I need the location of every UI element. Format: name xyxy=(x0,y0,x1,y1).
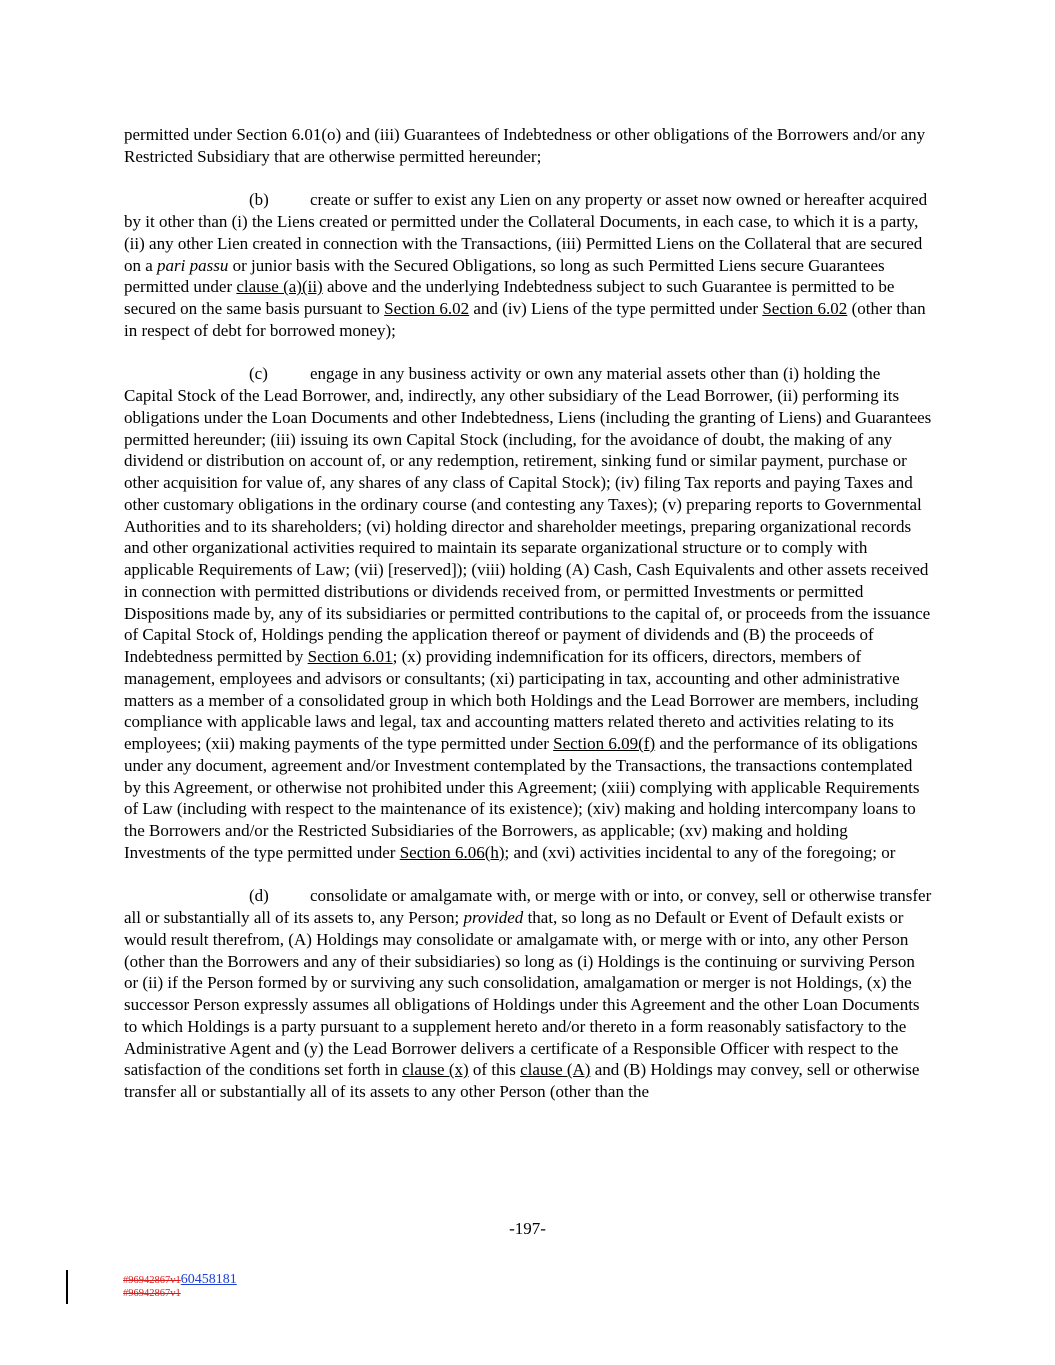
cross-reference: Section 6.09(f) xyxy=(553,734,656,753)
cross-reference: Section 6.01 xyxy=(307,647,393,666)
cross-reference: Section 6.06(h) xyxy=(399,842,505,862)
doc-id-line-2 xyxy=(123,1287,237,1300)
cross-reference: clause (x) xyxy=(402,1060,469,1080)
clause-c xyxy=(124,363,932,863)
cross-reference: clause (A) xyxy=(520,1060,591,1080)
clause-label: (b) xyxy=(249,190,269,210)
clause-text: ; (x) providing indemnification for its officers, directors, members of management, employees and advisors or consultants; (xi) participating in tax, accounting and other administrative matters as a member of a consolidated group in which both Holdings and the Lead Borrower are members, including compliance with applicable laws and legal, tax and accounting matters related thereto and activities relating to its employees; (xii) making payments of the type permitted under xyxy=(124,647,919,753)
paragraph-continuation xyxy=(124,124,932,168)
document-id-footer xyxy=(123,1273,237,1300)
cross-reference: Section 6.02 xyxy=(384,299,470,318)
clause-b xyxy=(124,189,932,341)
clause-text: and the performance of its obligations under any document, agreement and/or Investment contemplated by the Transactions, the transactions contemplated by this Agreement, or otherwise not prohibited under this Agreement; (xiii) complying with applicable Requirements of Law (including with respect to the maintenance of its existence); (xiv) making and holding intercompany loans to the Borrowers and/or the Restricted Subsidiaries of the Borrowers, as applicable; (xv) making and holding Investments of the type permitted under xyxy=(124,734,920,862)
clause-label: (c) xyxy=(249,364,268,384)
clause-text: that, so long as no Default or Event of Default exists or would result therefrom, (A) Holdings may consolidate or amalgamate with, or merge with or into, any other Person (other than the Borrowers and any of their subsidiaries) so long as (i) Holdings is the continuing or surviving Person or (ii) if the Person formed by or surviving any such consolidation, amalgamation or merger is not Holdings, (x) the successor Person expressly assumes all obligations of Holdings under this Agreement and the other Loan Documents to which Holdings is a party pursuant to a supplement hereto and/or thereto in a form reasonably satisfactory to the Administrative Agent and (y) the Lead Borrower delivers a certificate of a Responsible Officer with respect to the satisfaction of the conditions set forth in xyxy=(124,908,920,1080)
clause-text: above and the underlying Indebtedness subject to such Guarantee is permitted to be secured on the same basis pursuant to xyxy=(124,277,895,318)
page-number: -197- xyxy=(509,1219,546,1238)
italic-term: pari passu xyxy=(157,255,229,275)
deleted-doc-id: #96942867v1 xyxy=(123,1275,181,1286)
clause-text: engage in any business activity or own any material assets other than (i) holding the Capital Stock of the Lead Borrower, and, indirectly, any other subsidiary of the Lead Borrower, (ii) performing its obligations under the Loan Documents and other Indebtedness, Liens (including the granting of Liens) and Guarantees permitted hereunder; (iii) issuing its own Capital Stock (including, for the avoidance of doubt, the making of any dividend or distribution on account of, or any redemption, retirement, sinking fund or similar payment, purchase or other acquisition for value of, any shares of any class of Capital Stock); (iv) filing Tax reports and paying Taxes and other customary obligations in the ordinary course (and contesting any Taxes); (v) preparing reports to Governmental Authorities and to its shareholders; (vi) holding director and shareholder meetings, preparing organizational records and other organizational activities required to maintain its separate organizational structure or to comply with applicable Requirements of Law; (vii) [reserved]); (viii) holding (A) Cash, Cash Equivalents and other assets received in connection with permitted distributions or dividends received from, or permitted Investments or permitted Dispositions made by, any of its subsidiaries or permitted contributions to the capital of, or proceeds from the issuance of Capital Stock of, Holdings pending the application thereof or payment of dividends and (B) the proceeds of Indebtedness permitted by xyxy=(124,364,932,666)
clause-text: consolidate or amalgamate with, or merge with or into, or convey, sell or otherwise transfer all or substantially all of its assets to, any Person; xyxy=(124,886,932,927)
change-bar xyxy=(66,1270,68,1304)
clause-text: of this xyxy=(468,1060,521,1080)
inserted-doc-id: 60458181 xyxy=(180,1272,237,1287)
document-body xyxy=(124,124,932,1103)
cross-reference: clause (a)(ii) xyxy=(236,277,323,297)
clause-text: (other than in respect of debt for borrowed money); xyxy=(124,299,926,340)
clause-text: and (B) Holdings may convey, sell or otherwise transfer all or substantially all of its assets to any other Person (other than the xyxy=(124,1060,920,1101)
clause-text: create or suffer to exist any Lien on any property or asset now owned or hereafter acquired by it other than (i) the Liens created or permitted under the Collateral Documents, in each case, to which it is a party, (ii) any other Lien created in connection with the Transactions, (iii) Permitted Liens on the Collateral that are secured on a xyxy=(124,190,928,275)
clause-text: and (iv) Liens of the type permitted under xyxy=(469,299,763,318)
cross-reference: Section 6.02 xyxy=(762,299,848,318)
clause-d xyxy=(124,885,932,1103)
clause-text: or junior basis with the Secured Obligations, so long as such Permitted Liens secure Guarantees permitted under xyxy=(124,255,885,297)
clause-label: (d) xyxy=(249,886,269,906)
italic-term: provided xyxy=(463,908,524,927)
doc-id-line-1 xyxy=(123,1273,237,1287)
paragraph-text: permitted under Section 6.01(o) and (iii) Guarantees of Indebtedness or other obligations of the Borrowers and/or any Restricted Subsidiary that are otherwise permitted hereunder; xyxy=(124,125,926,166)
clause-text: ; and (xvi) activities incidental to any of the foregoing; or xyxy=(504,842,896,862)
deleted-doc-id: #96942867v1 xyxy=(123,1288,181,1299)
